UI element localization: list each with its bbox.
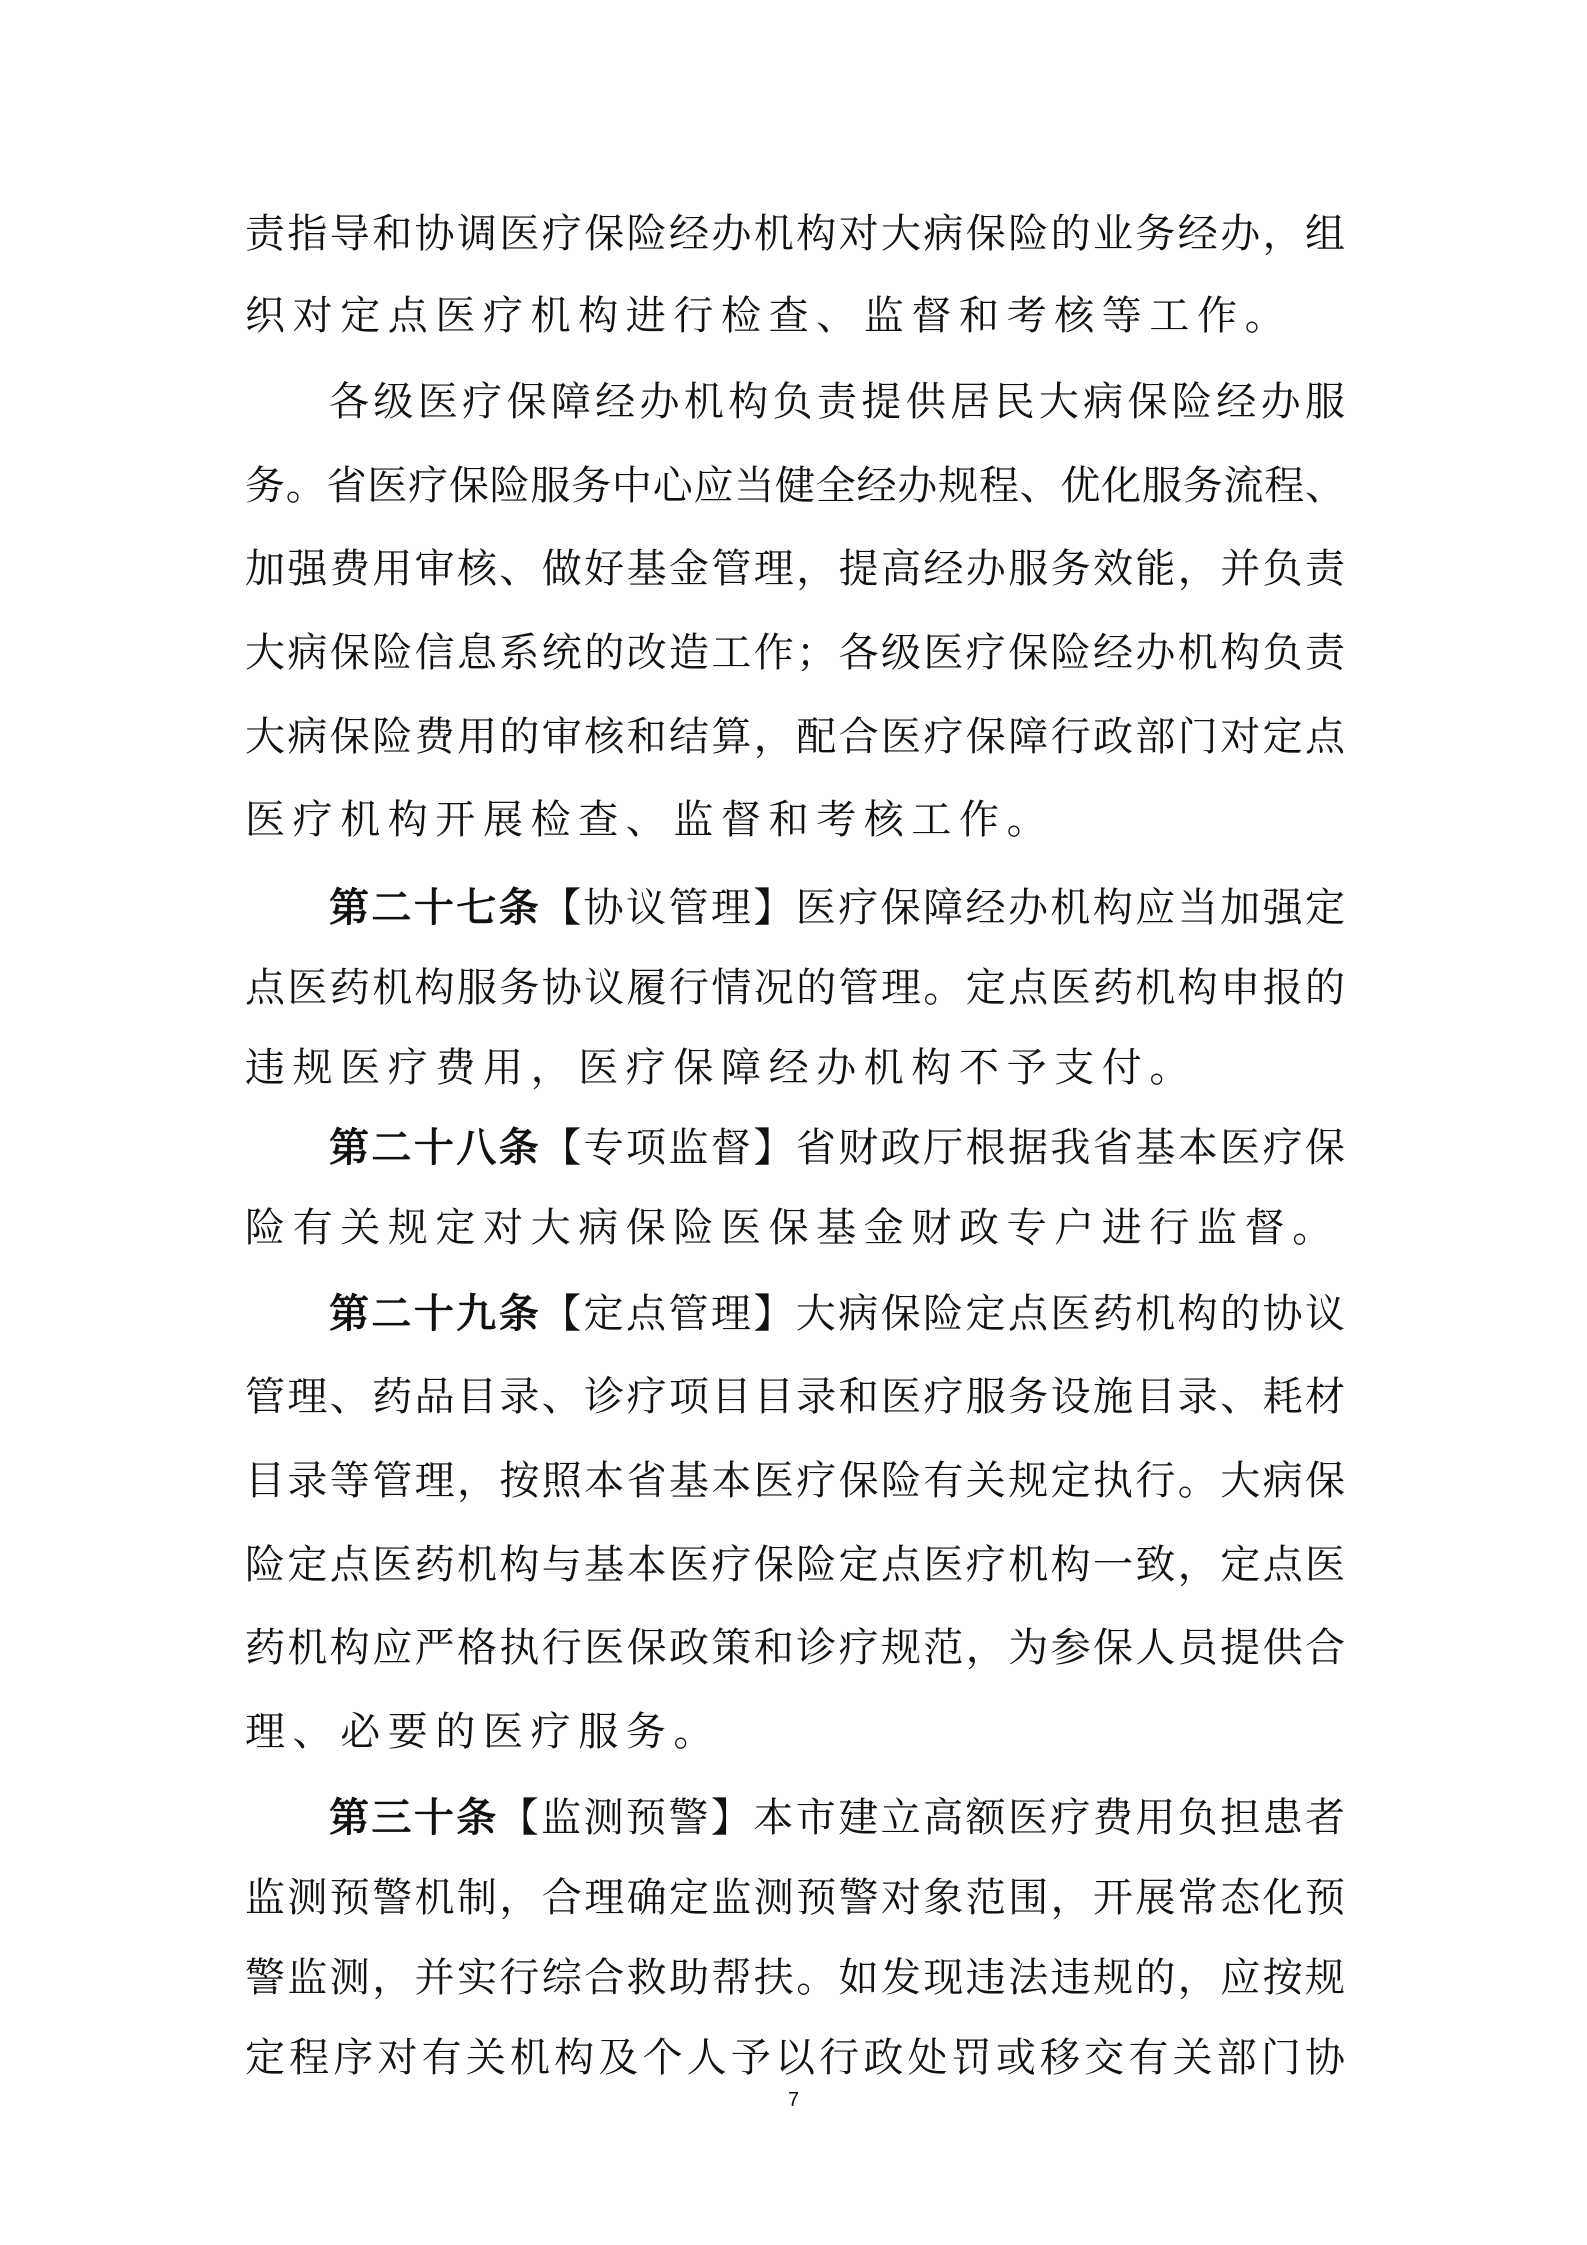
paragraph-line: 务。省医疗保险服务中心应当健全经办规程、优化服务流程、: [245, 463, 1345, 509]
article-29-first-line: [329, 1286, 1345, 1342]
paragraph-line: 目录等管理，按照本省基本医疗保险有关规定执行。大病保: [245, 1458, 1345, 1504]
paragraph-line: 加强费用审核、做好基金管理，提高经办服务效能，并负责: [245, 546, 1345, 592]
paragraph-line: 责指导和协调医疗保险经办机构对大病保险的业务经办，组: [245, 211, 1345, 257]
paragraph-line: 管理、药品目录、诊疗项目目录和医疗服务设施目录、耗材: [245, 1374, 1345, 1420]
article-28-first-line-text: 【专项监督】省财政厅根据我省基本医疗保: [541, 1125, 1346, 1171]
article-28-first-line: [329, 1120, 1345, 1176]
article-27-first-line-text: 【协议管理】医疗保障经办机构应当加强定: [541, 885, 1346, 931]
paragraph-line: 各级医疗保障经办机构负责提供居民大病保险经办服: [329, 379, 1345, 425]
page-number: 7: [787, 2089, 800, 2111]
article-30-heading: 第三十条: [329, 1794, 499, 1841]
article-27-heading: 第二十七条: [329, 884, 542, 931]
paragraph-line: 理、必要的医疗服务。: [245, 1709, 721, 1755]
article-27-first-line: [329, 880, 1345, 936]
paragraph-line: 织对定点医疗机构进行检查、监督和考核等工作。: [245, 293, 1293, 339]
paragraph-line: 医疗机构开展检查、监督和考核工作。: [245, 797, 1055, 843]
article-29-heading: 第二十九条: [329, 1290, 542, 1337]
paragraph-line: 定程序对有关机构及个人予以行政处罚或移交有关部门协: [245, 2035, 1345, 2081]
paragraph-line: 大病保险费用的审核和结算，配合医疗保障行政部门对定点: [245, 714, 1345, 760]
paragraph-line: 大病保险信息系统的改造工作；各级医疗保险经办机构负责: [245, 630, 1345, 676]
paragraph-line: 监测预警机制，合理确定监测预警对象范围，开展常态化预: [245, 1875, 1345, 1921]
paragraph-line: 警监测，并实行综合救助帮扶。如发现违法违规的，应按规: [245, 1955, 1345, 2001]
article-28-heading: 第二十八条: [329, 1124, 542, 1171]
paragraph-line: 药机构应严格执行医保政策和诊疗规范，为参保人员提供合: [245, 1625, 1345, 1671]
paragraph-line: 险定点医药机构与基本医疗保险定点医疗机构一致，定点医: [245, 1542, 1345, 1588]
article-30-first-line-text: 【监测预警】本市建立高额医疗费用负担患者: [498, 1795, 1346, 1841]
paragraph-line: 违规医疗费用，医疗保障经办机构不予支付。: [245, 1045, 1197, 1091]
article-30-first-line: [329, 1790, 1345, 1846]
article-29-first-line-text: 【定点管理】大病保险定点医药机构的协议: [541, 1291, 1346, 1337]
paragraph-line: 险有关规定对大病保险医保基金财政专户进行监督。: [245, 1205, 1340, 1251]
paragraph-line: 点医药机构服务协议履行情况的管理。定点医药机构申报的: [245, 965, 1345, 1011]
